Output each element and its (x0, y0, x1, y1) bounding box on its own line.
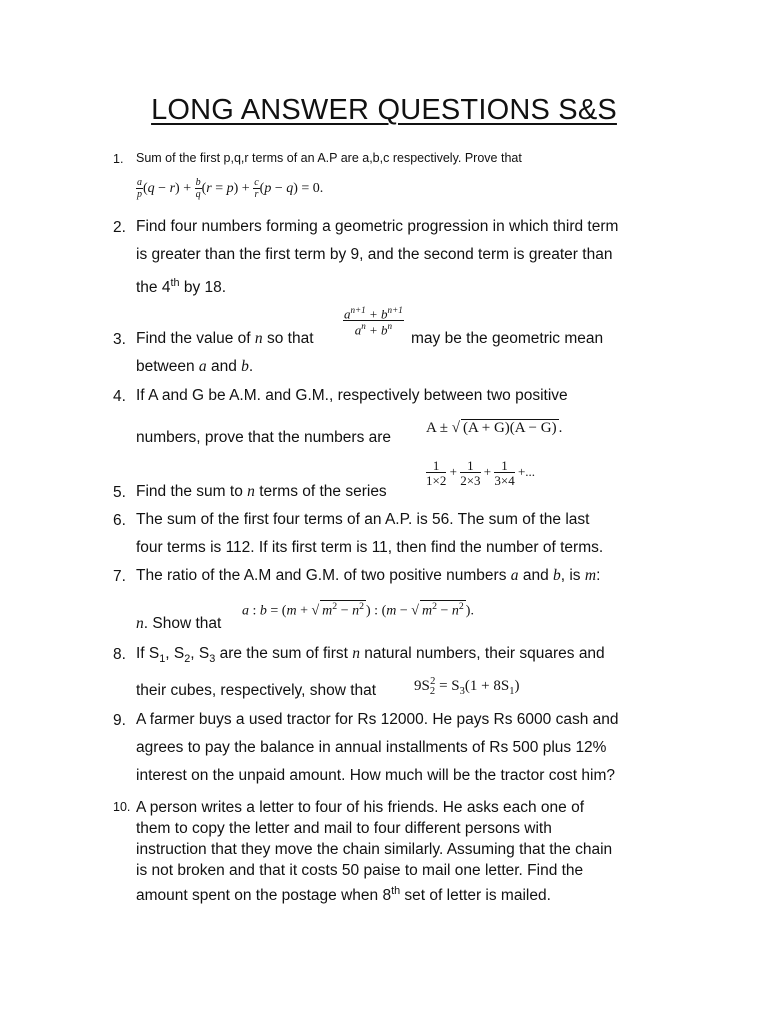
question-5-formula: $\frac{1}{1\times 2}$ + $\frac{1}{2\times 3}$ + $\frac{1}{3\times 4}$ +... (426, 458, 536, 488)
question-number: 3. (113, 331, 126, 348)
question-number: 5. (113, 484, 126, 501)
question-4-formula: A ± √ (A + G)(A − G) . (426, 420, 563, 436)
question-9-line: agrees to pay the balance in annual installments of Rs 500 plus 12% (136, 739, 607, 756)
question-3-formula: $\frac{a^{n+1} + b^{n+1}}{a^n + b^n}$ (344, 305, 403, 338)
question-number: 8. (113, 646, 126, 663)
question-1-formula: $\frac{a}{p}$ (q − r) + $\frac{b}{q}$ (r = p) + $\frac{c}{r}$ (p − q) = 0. (137, 177, 324, 200)
question-8-formula: $9S_2^2 = S_3(1 + 8S_1)$ (414, 676, 520, 697)
question-number: 2. (113, 219, 126, 236)
question-9-line: A farmer buys a used tractor for Rs 12000. He pays Rs 6000 cash and (136, 711, 619, 728)
question-9-line: interest on the unpaid amount. How much will be the tractor cost him? (136, 767, 616, 784)
question-4-line: numbers, prove that the numbers are (136, 429, 392, 446)
question-number: 1. (113, 152, 124, 166)
question-2-line: Find four numbers forming a geometric progression in which third term (136, 218, 619, 235)
question-2-line: is greater than the first term by 9, and the second term is greater than (136, 246, 613, 263)
question-number: 9. (113, 712, 126, 729)
question-3-text: may be the geometric mean (411, 330, 604, 347)
question-8-line: If $S_1$, $S_2$, $S_3$ are the sum of first n natural numbers, their squares and (136, 645, 605, 666)
question-10-line: instruction that they move the chain similarly. Assuming that the chain (136, 841, 613, 858)
question-10-line: them to copy the letter and mail to four different persons with (136, 820, 552, 837)
question-8-line: their cubes, respectively, show that (136, 682, 377, 699)
question-4-line: If A and G be A.M. and G.M., respectively between two positive (136, 387, 568, 404)
question-10-line: amount spent on the postage when 8th set of letter is mailed. (136, 885, 551, 905)
question-2-line: the 4th by 18. (136, 277, 227, 297)
question-7-line: The ratio of the A.M and G.M. of two positive numbers a and b, is m: (136, 567, 601, 584)
question-7-formula: a : b = (m + √ $m^2 - n^2$ ) : (m − √ $m^2 - n^2$ ). (242, 601, 474, 619)
question-10-line: A person writes a letter to four of his friends. He asks each one of (136, 799, 585, 816)
question-7-line: n. Show that (136, 615, 222, 632)
question-6-line: four terms is 112. If its first term is 11, then find the number of terms. (136, 539, 604, 556)
question-6-line: The sum of the first four terms of an A.P. is 56. The sum of the last (136, 511, 590, 528)
question-1-text: Sum of the first p,q,r terms of an A.P are a,b,c respectively. Prove that (136, 151, 522, 165)
page-title: LONG ANSWER QUESTIONS S&S (151, 94, 617, 126)
question-3-line: between a and b. (136, 358, 254, 375)
question-number: 7. (113, 568, 126, 585)
question-number: 6. (113, 512, 126, 529)
question-number: 10. (113, 800, 131, 814)
question-5-text: Find the sum to n terms of the series (136, 483, 387, 500)
question-number: 4. (113, 388, 126, 405)
question-10-line: is not broken and that it costs 50 paise to mail one letter. Find the (136, 862, 584, 879)
question-3-text: Find the value of n so that (136, 330, 314, 347)
